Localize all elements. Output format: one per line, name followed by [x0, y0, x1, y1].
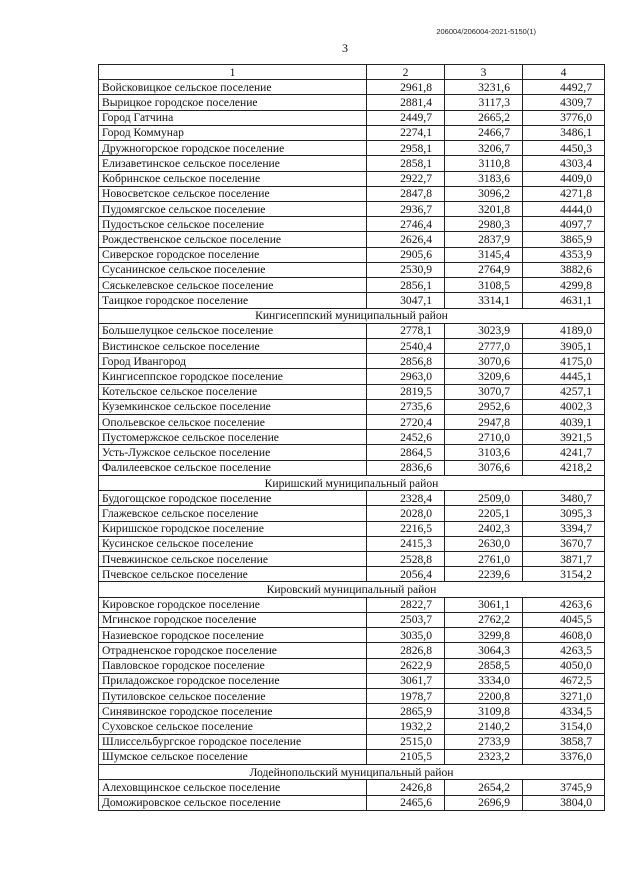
table-row	[99, 780, 605, 795]
value-cell: 3231,6	[445, 80, 523, 95]
value-cell: 2735,6	[367, 399, 445, 414]
settlement-name-cell: Кингисеппское городское поселение	[99, 369, 367, 384]
settlement-name-cell: Пчевжинское сельское поселение	[99, 552, 367, 567]
table-row	[99, 369, 605, 384]
settlement-name-cell: Пустомержское сельское поселение	[99, 430, 367, 445]
value-cell: 2274,1	[367, 125, 445, 140]
value-cell: 2239,6	[445, 567, 523, 582]
header-cell: 3	[445, 65, 523, 80]
value-cell: 3882,6	[523, 262, 605, 277]
header-cell: 1	[99, 65, 367, 80]
value-cell: 4241,7	[523, 445, 605, 460]
settlement-name-cell: Фалилеевское сельское поселение	[99, 460, 367, 475]
settlement-name-cell: Сиверское городское поселение	[99, 247, 367, 262]
settlement-name-cell: Шлиссельбургское городское поселение	[99, 734, 367, 749]
settlement-name-cell: Киришское городское поселение	[99, 521, 367, 536]
value-cell: 2466,7	[445, 125, 523, 140]
value-cell: 2778,1	[367, 323, 445, 338]
value-cell: 2761,0	[445, 552, 523, 567]
page-number: 3	[342, 41, 348, 55]
value-cell: 2905,6	[367, 247, 445, 262]
value-cell: 3201,8	[445, 201, 523, 216]
settlement-name-cell: Кусинское сельское поселение	[99, 536, 367, 551]
value-cell: 3394,7	[523, 521, 605, 536]
table-row	[99, 384, 605, 399]
value-cell: 3299,8	[445, 628, 523, 643]
table-row	[99, 156, 605, 171]
table-row	[99, 354, 605, 369]
value-cell: 4039,1	[523, 415, 605, 430]
table-row	[99, 612, 605, 627]
table-row	[99, 536, 605, 551]
section-row	[99, 475, 605, 490]
value-cell: 3921,5	[523, 430, 605, 445]
value-cell: 4303,4	[523, 156, 605, 171]
value-cell: 3206,7	[445, 141, 523, 156]
table-row	[99, 734, 605, 749]
value-cell: 4334,5	[523, 704, 605, 719]
table-row	[99, 643, 605, 658]
value-cell: 3745,9	[523, 780, 605, 795]
settlement-name-cell: Вырицкое городское поселение	[99, 95, 367, 110]
settlement-name-cell: Будогощское городское поселение	[99, 491, 367, 506]
value-cell: 2864,5	[367, 445, 445, 460]
value-cell: 3109,8	[445, 704, 523, 719]
section-row	[99, 582, 605, 597]
table-row	[99, 430, 605, 445]
table-row	[99, 247, 605, 262]
table-row	[99, 278, 605, 293]
settlement-name-cell: Куземкинское сельское поселение	[99, 399, 367, 414]
document-id: 206004/206004-2021-5150(1)	[436, 27, 536, 36]
value-cell: 2762,2	[445, 612, 523, 627]
value-cell: 2819,5	[367, 384, 445, 399]
settlement-name-cell: Елизаветинское сельское поселение	[99, 156, 367, 171]
value-cell: 3314,1	[445, 293, 523, 308]
table-row	[99, 521, 605, 536]
value-cell: 2509,0	[445, 491, 523, 506]
value-cell: 4263,5	[523, 643, 605, 658]
section-title: Кингисеппский муниципальный район	[99, 308, 605, 323]
value-cell: 3064,3	[445, 643, 523, 658]
value-cell: 3110,8	[445, 156, 523, 171]
value-cell: 4444,0	[523, 201, 605, 216]
value-cell: 4175,0	[523, 354, 605, 369]
value-cell: 4492,7	[523, 80, 605, 95]
section-title: Кировский муниципальный район	[99, 582, 605, 597]
settlement-name-cell: Сяськелевское сельское поселение	[99, 278, 367, 293]
section-row	[99, 765, 605, 780]
value-cell: 2323,2	[445, 749, 523, 764]
value-cell: 3061,7	[367, 673, 445, 688]
value-cell: 3070,6	[445, 354, 523, 369]
value-cell: 3061,1	[445, 597, 523, 612]
value-cell: 2856,8	[367, 354, 445, 369]
settlement-name-cell: Синявинское городское поселение	[99, 704, 367, 719]
settlement-name-cell: Котельское сельское поселение	[99, 384, 367, 399]
section-row	[99, 308, 605, 323]
value-cell: 2720,4	[367, 415, 445, 430]
table-row	[99, 749, 605, 764]
value-cell: 2822,7	[367, 597, 445, 612]
table-row	[99, 552, 605, 567]
value-cell: 2881,4	[367, 95, 445, 110]
value-cell: 2837,9	[445, 232, 523, 247]
table-row	[99, 460, 605, 475]
value-cell: 2426,8	[367, 780, 445, 795]
settlement-name-cell: Шумское сельское поселение	[99, 749, 367, 764]
value-cell: 3670,7	[523, 536, 605, 551]
table-row	[99, 232, 605, 247]
value-cell: 4045,5	[523, 612, 605, 627]
settlement-name-cell: Кобринское сельское поселение	[99, 171, 367, 186]
value-cell: 4445,1	[523, 369, 605, 384]
settlement-name-cell: Рождественское сельское поселение	[99, 232, 367, 247]
value-cell: 2530,9	[367, 262, 445, 277]
settlement-name-cell: Усть-Лужское сельское поселение	[99, 445, 367, 460]
table-body	[99, 80, 605, 811]
value-cell: 4097,7	[523, 217, 605, 232]
value-cell: 3183,6	[445, 171, 523, 186]
value-cell: 2515,0	[367, 734, 445, 749]
value-cell: 3154,0	[523, 719, 605, 734]
value-cell: 2200,8	[445, 688, 523, 703]
value-cell: 2858,1	[367, 156, 445, 171]
value-cell: 2105,5	[367, 749, 445, 764]
value-cell: 2847,8	[367, 186, 445, 201]
table-row	[99, 125, 605, 140]
table-row	[99, 491, 605, 506]
settlement-name-cell: Войсковицкое сельское поселение	[99, 80, 367, 95]
value-cell: 2205,1	[445, 506, 523, 521]
value-cell: 2710,0	[445, 430, 523, 445]
value-cell: 4672,5	[523, 673, 605, 688]
value-cell: 2630,0	[445, 536, 523, 551]
settlement-name-cell: Мгинское городское поселение	[99, 612, 367, 627]
value-cell: 2452,6	[367, 430, 445, 445]
table-row	[99, 171, 605, 186]
value-cell: 2836,6	[367, 460, 445, 475]
table-row	[99, 628, 605, 643]
settlement-name-cell: Город Гатчина	[99, 110, 367, 125]
value-cell: 2328,4	[367, 491, 445, 506]
value-cell: 3047,1	[367, 293, 445, 308]
value-cell: 2503,7	[367, 612, 445, 627]
value-cell: 3096,2	[445, 186, 523, 201]
value-cell: 1978,7	[367, 688, 445, 703]
settlement-name-cell: Вистинское сельское поселение	[99, 338, 367, 353]
table-row	[99, 293, 605, 308]
table-row	[99, 141, 605, 156]
settlement-name-cell: Большелуцкое сельское поселение	[99, 323, 367, 338]
value-cell: 2415,3	[367, 536, 445, 551]
value-cell: 4450,3	[523, 141, 605, 156]
value-cell: 4608,0	[523, 628, 605, 643]
value-cell: 1932,2	[367, 719, 445, 734]
value-cell: 2826,8	[367, 643, 445, 658]
value-cell: 2449,7	[367, 110, 445, 125]
value-cell: 4189,0	[523, 323, 605, 338]
settlement-name-cell: Опольевское сельское поселение	[99, 415, 367, 430]
value-cell: 2980,3	[445, 217, 523, 232]
section-title: Киришский муниципальный район	[99, 475, 605, 490]
table-row	[99, 323, 605, 338]
settlement-name-cell: Павловское городское поселение	[99, 658, 367, 673]
value-cell: 2958,1	[367, 141, 445, 156]
settlement-name-cell: Кировское городское поселение	[99, 597, 367, 612]
value-cell: 2922,7	[367, 171, 445, 186]
value-cell: 3076,6	[445, 460, 523, 475]
value-cell: 2764,9	[445, 262, 523, 277]
value-cell: 2746,4	[367, 217, 445, 232]
value-cell: 2140,2	[445, 719, 523, 734]
value-cell: 2961,8	[367, 80, 445, 95]
value-cell: 3905,1	[523, 338, 605, 353]
value-cell: 4002,3	[523, 399, 605, 414]
table-row	[99, 704, 605, 719]
value-cell: 2654,2	[445, 780, 523, 795]
value-cell: 4263,6	[523, 597, 605, 612]
table-row	[99, 217, 605, 232]
value-cell: 2056,4	[367, 567, 445, 582]
table-row	[99, 597, 605, 612]
settlement-name-cell: Суховское сельское поселение	[99, 719, 367, 734]
section-title: Лодейнопольский муниципальный район	[99, 765, 605, 780]
settlement-name-cell: Глажевское сельское поселение	[99, 506, 367, 521]
table-row	[99, 445, 605, 460]
value-cell: 3865,9	[523, 232, 605, 247]
value-cell: 2733,9	[445, 734, 523, 749]
settlement-name-cell: Город Коммунар	[99, 125, 367, 140]
value-cell: 3376,0	[523, 749, 605, 764]
value-cell: 3209,6	[445, 369, 523, 384]
value-cell: 4309,7	[523, 95, 605, 110]
value-cell: 2465,6	[367, 795, 445, 810]
data-table	[98, 64, 605, 811]
table-row	[99, 399, 605, 414]
value-cell: 3858,7	[523, 734, 605, 749]
value-cell: 2858,5	[445, 658, 523, 673]
value-cell: 2622,9	[367, 658, 445, 673]
table-row	[99, 688, 605, 703]
table-row	[99, 262, 605, 277]
table-row	[99, 795, 605, 810]
table-row	[99, 506, 605, 521]
value-cell: 3103,6	[445, 445, 523, 460]
header-cell: 2	[367, 65, 445, 80]
value-cell: 4050,0	[523, 658, 605, 673]
value-cell: 3871,7	[523, 552, 605, 567]
value-cell: 2028,0	[367, 506, 445, 521]
table-row	[99, 110, 605, 125]
value-cell: 2947,8	[445, 415, 523, 430]
value-cell: 4631,1	[523, 293, 605, 308]
settlement-name-cell: Приладожское городское поселение	[99, 673, 367, 688]
table-row	[99, 719, 605, 734]
value-cell: 4257,1	[523, 384, 605, 399]
settlement-name-cell: Таицкое городское поселение	[99, 293, 367, 308]
value-cell: 2856,1	[367, 278, 445, 293]
table-row	[99, 658, 605, 673]
settlement-name-cell: Город Ивангород	[99, 354, 367, 369]
settlement-name-cell: Отрадненское городское поселение	[99, 643, 367, 658]
value-cell: 3804,0	[523, 795, 605, 810]
table-row	[99, 186, 605, 201]
value-cell: 2402,3	[445, 521, 523, 536]
settlement-name-cell: Доможировское сельское поселение	[99, 795, 367, 810]
table-row	[99, 673, 605, 688]
value-cell: 4271,8	[523, 186, 605, 201]
settlement-name-cell: Дружногорское городское поселение	[99, 141, 367, 156]
value-cell: 3035,0	[367, 628, 445, 643]
table-row	[99, 95, 605, 110]
value-cell: 3023,9	[445, 323, 523, 338]
value-cell: 4409,0	[523, 171, 605, 186]
settlement-name-cell: Сусанинское сельское поселение	[99, 262, 367, 277]
value-cell: 4353,9	[523, 247, 605, 262]
settlement-name-cell: Пудостьское сельское поселение	[99, 217, 367, 232]
value-cell: 3334,0	[445, 673, 523, 688]
value-cell: 4299,8	[523, 278, 605, 293]
value-cell: 3070,7	[445, 384, 523, 399]
value-cell: 3776,0	[523, 110, 605, 125]
settlement-name-cell: Назиевское городское поселение	[99, 628, 367, 643]
table-header-row	[99, 65, 605, 80]
value-cell: 2963,0	[367, 369, 445, 384]
value-cell: 2696,9	[445, 795, 523, 810]
value-cell: 3108,5	[445, 278, 523, 293]
value-cell: 3480,7	[523, 491, 605, 506]
value-cell: 2865,9	[367, 704, 445, 719]
settlement-name-cell: Путиловское сельское поселение	[99, 688, 367, 703]
value-cell: 3117,3	[445, 95, 523, 110]
value-cell: 3095,3	[523, 506, 605, 521]
table-row	[99, 201, 605, 216]
settlement-name-cell: Пудомягское сельское поселение	[99, 201, 367, 216]
value-cell: 2936,7	[367, 201, 445, 216]
value-cell: 2952,6	[445, 399, 523, 414]
table-row	[99, 80, 605, 95]
value-cell: 2626,4	[367, 232, 445, 247]
value-cell: 2528,8	[367, 552, 445, 567]
table-row	[99, 338, 605, 353]
value-cell: 3145,4	[445, 247, 523, 262]
value-cell: 2540,4	[367, 338, 445, 353]
header-cell: 4	[523, 65, 605, 80]
value-cell: 2216,5	[367, 521, 445, 536]
settlement-name-cell: Алеховщинское сельское поселение	[99, 780, 367, 795]
value-cell: 2665,2	[445, 110, 523, 125]
table-row	[99, 415, 605, 430]
value-cell: 3486,1	[523, 125, 605, 140]
value-cell: 3271,0	[523, 688, 605, 703]
value-cell: 2777,0	[445, 338, 523, 353]
settlement-name-cell: Пчевское сельское поселение	[99, 567, 367, 582]
value-cell: 3154,2	[523, 567, 605, 582]
table-row	[99, 567, 605, 582]
value-cell: 4218,2	[523, 460, 605, 475]
settlement-name-cell: Новосветское сельское поселение	[99, 186, 367, 201]
